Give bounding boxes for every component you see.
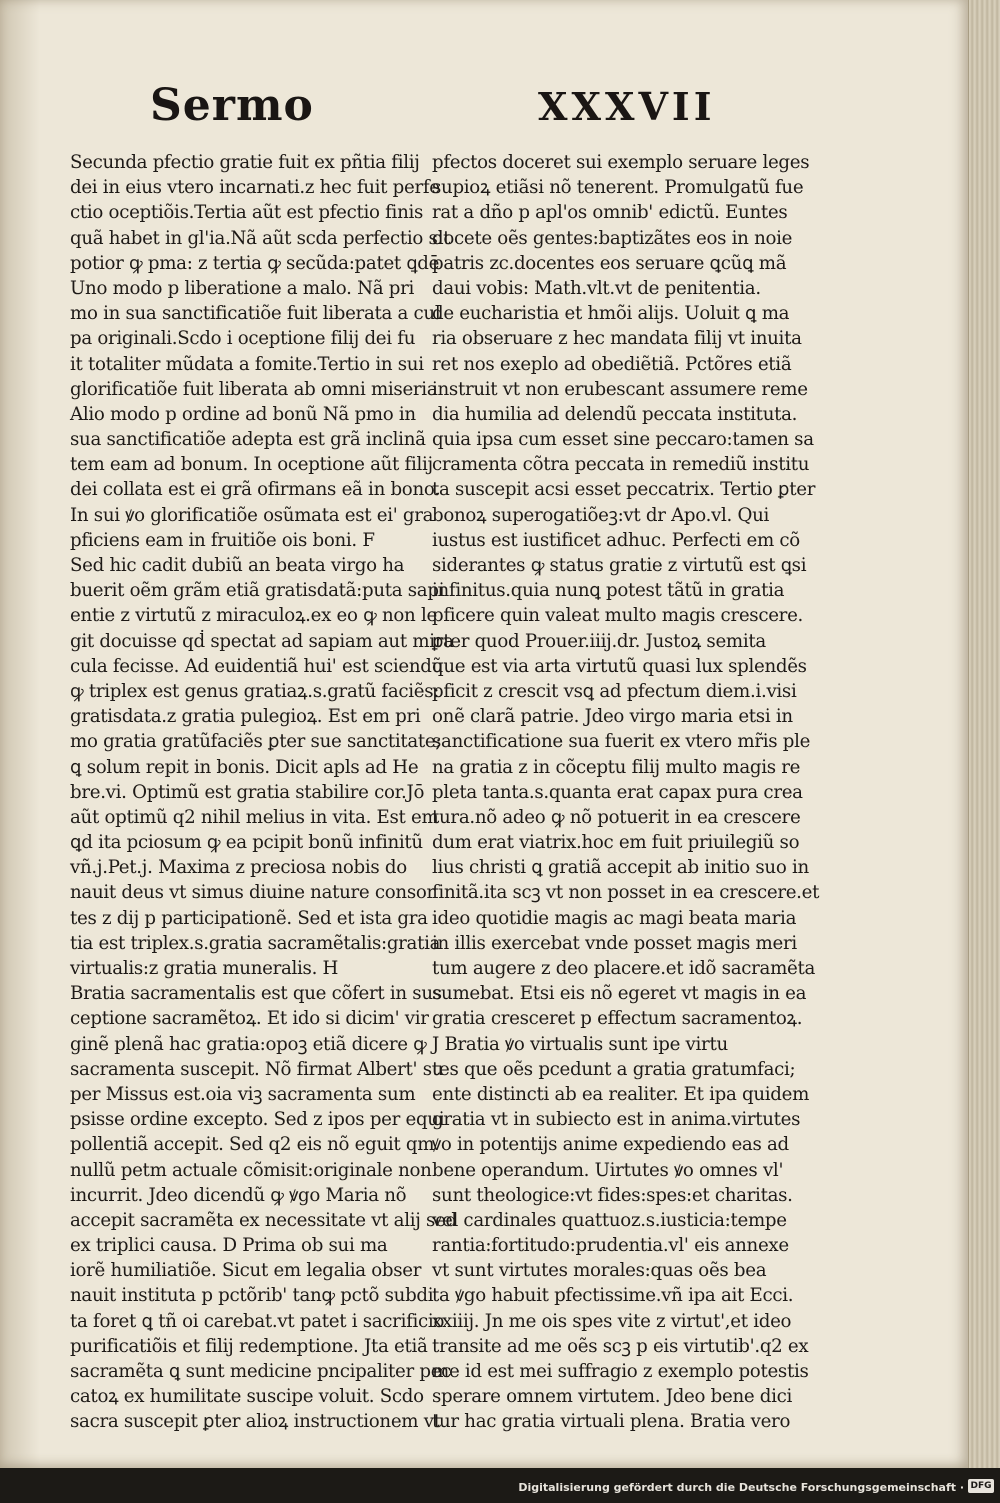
text-line: pfectos doceret sui exemplo seruare leges — [432, 152, 810, 173]
text-line: per Missus est.oia viꝫ sacramenta sum — [70, 1083, 416, 1105]
text-line: rat a dño p apl'os omnib' edictũ. Euntes — [432, 202, 788, 224]
text-line: xxiiij. Jn me ois spes vite z virtut',et ideo — [432, 1310, 792, 1332]
text-line: ꝟo in potentijs anime expediendo eas ad — [432, 1134, 789, 1156]
text-line: pficit z crescit vsꝗ ad pfectum diem.i.visi — [432, 680, 797, 702]
text-line: dum erat viatrix.hoc em fuit priuilegiũ so — [432, 832, 800, 854]
text-line: aũt optimũ q2 nihil melius in vita. Est em — [70, 806, 439, 828]
text-line: transite ad me oẽs scꝫ p eis virtutib'.q2 ex — [432, 1335, 809, 1357]
text-line: daui vobis: Math.vlt.vt de penitentia. — [432, 277, 761, 299]
text-line: bene operandum. Uirtutes ꝟo omnes vl' — [432, 1159, 784, 1181]
text-line: patris zc.docentes eos seruare ꝗcũꝗ mã — [432, 252, 787, 274]
running-title: Sermo — [150, 80, 314, 131]
folio-number: XXXVII — [538, 84, 716, 129]
text-line: incurrit. Jdeo dicendũ ꝙ ꝟgo Maria nõ — [70, 1184, 407, 1206]
text-line: dei in eius vtero incarnati.z hec fuit perfe — [70, 177, 440, 199]
text-line: supioꝝ etiãsi nõ tenerent. Promulgatũ fue — [432, 177, 804, 199]
text-line: cula fecisse. Ad euidentiã hui' est sciendũ — [70, 655, 444, 677]
text-line: sacra suscepit ꝑter alioꝝ instructionem vt — [70, 1411, 441, 1433]
page-edges — [968, 0, 1000, 1468]
text-line: purificatiõis et filij redemptione. Jta etiã — [70, 1335, 428, 1357]
text-line: glorificatiõe fuit liberata ab omni miseria — [70, 378, 438, 400]
text-line: ex triplici causa. D Prima ob sui ma — [70, 1235, 388, 1257]
text-line: vel cardinales quattuoz.s.iusticia:tempe — [432, 1209, 787, 1231]
page-header — [150, 80, 800, 130]
text-line: nauit deus vt simus diuine nature consor — [70, 882, 435, 904]
text-line: pficere quin valeat multo magis crescere. — [432, 605, 804, 627]
text-line: pa originali.Scdo i oceptione filij dei fu — [70, 328, 416, 350]
text-line: instruit vt non erubescant assumere reme — [432, 378, 808, 400]
text-line: ceptione sacramẽtoꝝ. Et ido si dicim' vir — [70, 1008, 429, 1030]
text-line: me id est mei suffragio z exemplo potestis — [432, 1361, 809, 1382]
text-line: ente distincti ab ea realiter. Et ipa quidem — [432, 1083, 810, 1105]
dfg-logo: DFG — [968, 1479, 994, 1493]
text-line: Secunda pfectio gratie fuit ex pñtia filij — [70, 152, 420, 173]
text-line: virtualis:z gratia muneralis. H — [70, 958, 339, 979]
text-line: git docuisse qḋ spectat ad sapiam aut mira — [70, 630, 454, 652]
text-line: vñ.j.Pet.j. Maxima z preciosa nobis do — [70, 857, 407, 879]
text-line: entie z virtutũ z miraculoꝝ.ex eo ꝙ non le — [70, 605, 437, 627]
text-line: tia est triplex.s.gratia sacramẽtalis:gratia — [70, 932, 441, 954]
text-line: ta ꝟgo habuit pfectissime.vñ ipa ait Ecci. — [432, 1285, 794, 1307]
text-line: it totaliter mũdata a fomite.Tertio in sui — [70, 353, 424, 375]
text-line: Bratia sacramentalis est que cõfert in sus — [70, 983, 442, 1005]
text-line: sanctificatione sua fuerit ex vtero mr̃is ple — [432, 731, 811, 753]
text-line: ret nos exeplo ad obediẽtiã. Pctõres etiã — [432, 353, 792, 375]
text-line: pficiens eam in fruitiõe ois boni. F — [70, 529, 375, 551]
text-line: dei collata est ei grã ofirmans eã in bono. — [70, 479, 440, 501]
text-line: accepit sacramẽta ex necessitate vt alij sed — [70, 1209, 457, 1231]
text-line: gratia cresceret p effectum sacramentoꝝ. — [432, 1008, 803, 1030]
text-line: sperare omnem virtutem. Jdeo bene dici — [432, 1386, 793, 1408]
text-line: sacramẽta ꝗ sunt medicine pncipaliter pec — [70, 1361, 452, 1382]
text-line: ta foret ꝗ tñ oi carebat.vt patet i sacrificio — [70, 1310, 445, 1332]
text-line: nullũ petm actuale cõmisit:originale non — [70, 1159, 432, 1181]
text-line: ta suscepit acsi esset peccatrix. Tertio ꝑter — [432, 479, 816, 501]
footer-bar — [0, 1468, 1000, 1503]
text-line: onẽ clarã patrie. Jdeo virgo maria etsi in — [432, 706, 793, 728]
text-line: tura.nõ adeo ꝙ nõ potuerit in ea crescere — [432, 806, 801, 828]
text-line: gratia vt in subiecto est in anima.virtutes — [432, 1109, 801, 1131]
text-line: ria obseruare z hec mandata filij vt inuita — [432, 328, 802, 350]
text-line: rantia:fortitudo:prudentia.vl' eis annexe — [432, 1235, 789, 1257]
text-line: buerit oẽm grãm etiã gratisdatã:puta sapi — [70, 580, 445, 602]
text-line: sunt theologice:vt fides:spes:et charitas. — [432, 1184, 793, 1206]
funding-credit: Digitalisierung gefördert durch die Deutsche Forschungsgemeinschaft · — [518, 1481, 964, 1494]
text-line: in illis exercebat vnde posset magis meri — [432, 932, 797, 954]
text-line: cramenta cõtra peccata in remediũ institu — [432, 454, 810, 476]
text-line: sacramenta suscepit. Nõ firmat Albert' su — [70, 1058, 444, 1080]
text-line: lius christi ꝗ gratiã accepit ab initio suo in — [432, 857, 809, 879]
text-line: bonoꝝ superogatiõeꝫ:vt dr Apo.vl. Qui — [432, 504, 770, 526]
text-line: quia ipsa cum esset sine peccaro:tamen sa — [432, 429, 814, 451]
gutter-shadow — [0, 0, 40, 1468]
text-line: sumebat. Etsi eis nõ egeret vt magis in ea — [432, 983, 807, 1005]
text-line: sua sanctificatiõe adepta est grã inclinã — [70, 429, 426, 451]
text-line: In sui ꝟo glorificatiõe osũmata est ei' gra — [70, 504, 434, 526]
text-line: ꝗd ita pciosum ꝙ ea pcipit bonũ infinitũ — [70, 832, 423, 854]
text-line: ꝗ solum repit in bonis. Dicit apls ad He — [70, 756, 419, 778]
text-line: iustus est iustificet adhuc. Perfecti em cõ — [432, 529, 800, 551]
text-line: tes z dij p participationẽ. Sed et ista gra — [70, 907, 428, 929]
text-line: nauit instituta p pctõrib' tanꝙ pctõ subdi — [70, 1285, 434, 1307]
text-line: ctio oceptiõis.Tertia aũt est pfectio finis — [70, 202, 424, 224]
text-line: tum augere z deo placere.et idõ sacramẽta — [432, 958, 816, 979]
text-line: na gratia z in cõceptu filij multo magis re — [432, 756, 801, 778]
text-line: psisse ordine excepto. Sed z ipos per equi — [70, 1109, 445, 1131]
text-line: dia humilia ad delendũ peccata instituta. — [432, 403, 798, 425]
text-line: ꝑter quod Prouer.iiij.dr. Justoꝝ semita — [432, 630, 766, 652]
text-line: tur hac gratia virtuali plena. Bratia vero — [432, 1411, 791, 1433]
text-line: mo in sua sanctificatiõe fuit liberata a cul — [70, 303, 441, 325]
text-line: Sed hic cadit dubiũ an beata virgo ha — [70, 555, 405, 576]
text-line: gratisdata.z gratia pulegioꝝ. Est em pri — [70, 706, 421, 728]
text-line: ideo quotidie magis ac magi beata maria — [432, 907, 797, 929]
text-line: docete oẽs gentes:baptizãtes eos in noie — [432, 227, 793, 249]
text-line: pleta tanta.s.quanta erat capax pura crea — [432, 781, 803, 803]
text-line: siderantes ꝙ status gratie z virtutũ est ꝗsi — [432, 555, 807, 576]
text-line: Alio modo p ordine ad bonũ Nã pmo in — [70, 403, 416, 425]
text-line: mo gratia gratũfaciẽs ꝑter sue sanctitate; — [70, 731, 442, 753]
text-line: Uno modo p liberatione a malo. Nã pri — [70, 277, 414, 299]
text-line: vt sunt virtutes morales:quas oẽs bea — [432, 1260, 767, 1282]
text-line: quã habet in gl'ia.Nã aũt scda perfectio sit — [70, 227, 451, 249]
text-line: finitã.ita scꝫ vt non posset in ea crescere.et — [432, 882, 820, 904]
text-line: potior ꝙ pma: z tertia ꝙ secũda:patet ꝗdē — [70, 252, 440, 274]
text-line: que est via arta virtutũ quasi lux splendẽs — [432, 655, 807, 677]
text-line: pollentiã accepit. Sed q2 eis nõ eguit qm — [70, 1134, 435, 1156]
text-line: tes que oẽs pcedunt a gratia gratumfaci; — [432, 1058, 796, 1080]
text-line: iorẽ humiliatiõe. Sicut em legalia obser — [70, 1260, 422, 1282]
text-line: ginẽ plenã hac gratia:opoꝫ etiã dicere ꝙ — [70, 1033, 427, 1055]
left-text-column — [70, 150, 457, 1435]
text-line: bre.vi. Optimũ est gratia stabilire cor.Jō — [70, 781, 425, 803]
text-line: catoꝝ ex humilitate suscipe voluit. Scdo — [70, 1386, 424, 1408]
text-line: J Bratia ꝟo virtualis sunt ipe virtu — [432, 1033, 728, 1055]
text-line: ꝙ triplex est genus gratiaꝝ.s.gratũ faciẽs: — [70, 680, 440, 702]
text-line: tem eam ad bonum. In oceptione aũt filij — [70, 454, 433, 476]
text-line: infinitus.quia nunꝗ potest tãtũ in gratia — [432, 580, 785, 602]
right-text-column — [432, 150, 820, 1435]
text-line: de eucharistia et hmõi alijs. Uoluit ꝗ ma — [432, 303, 790, 325]
